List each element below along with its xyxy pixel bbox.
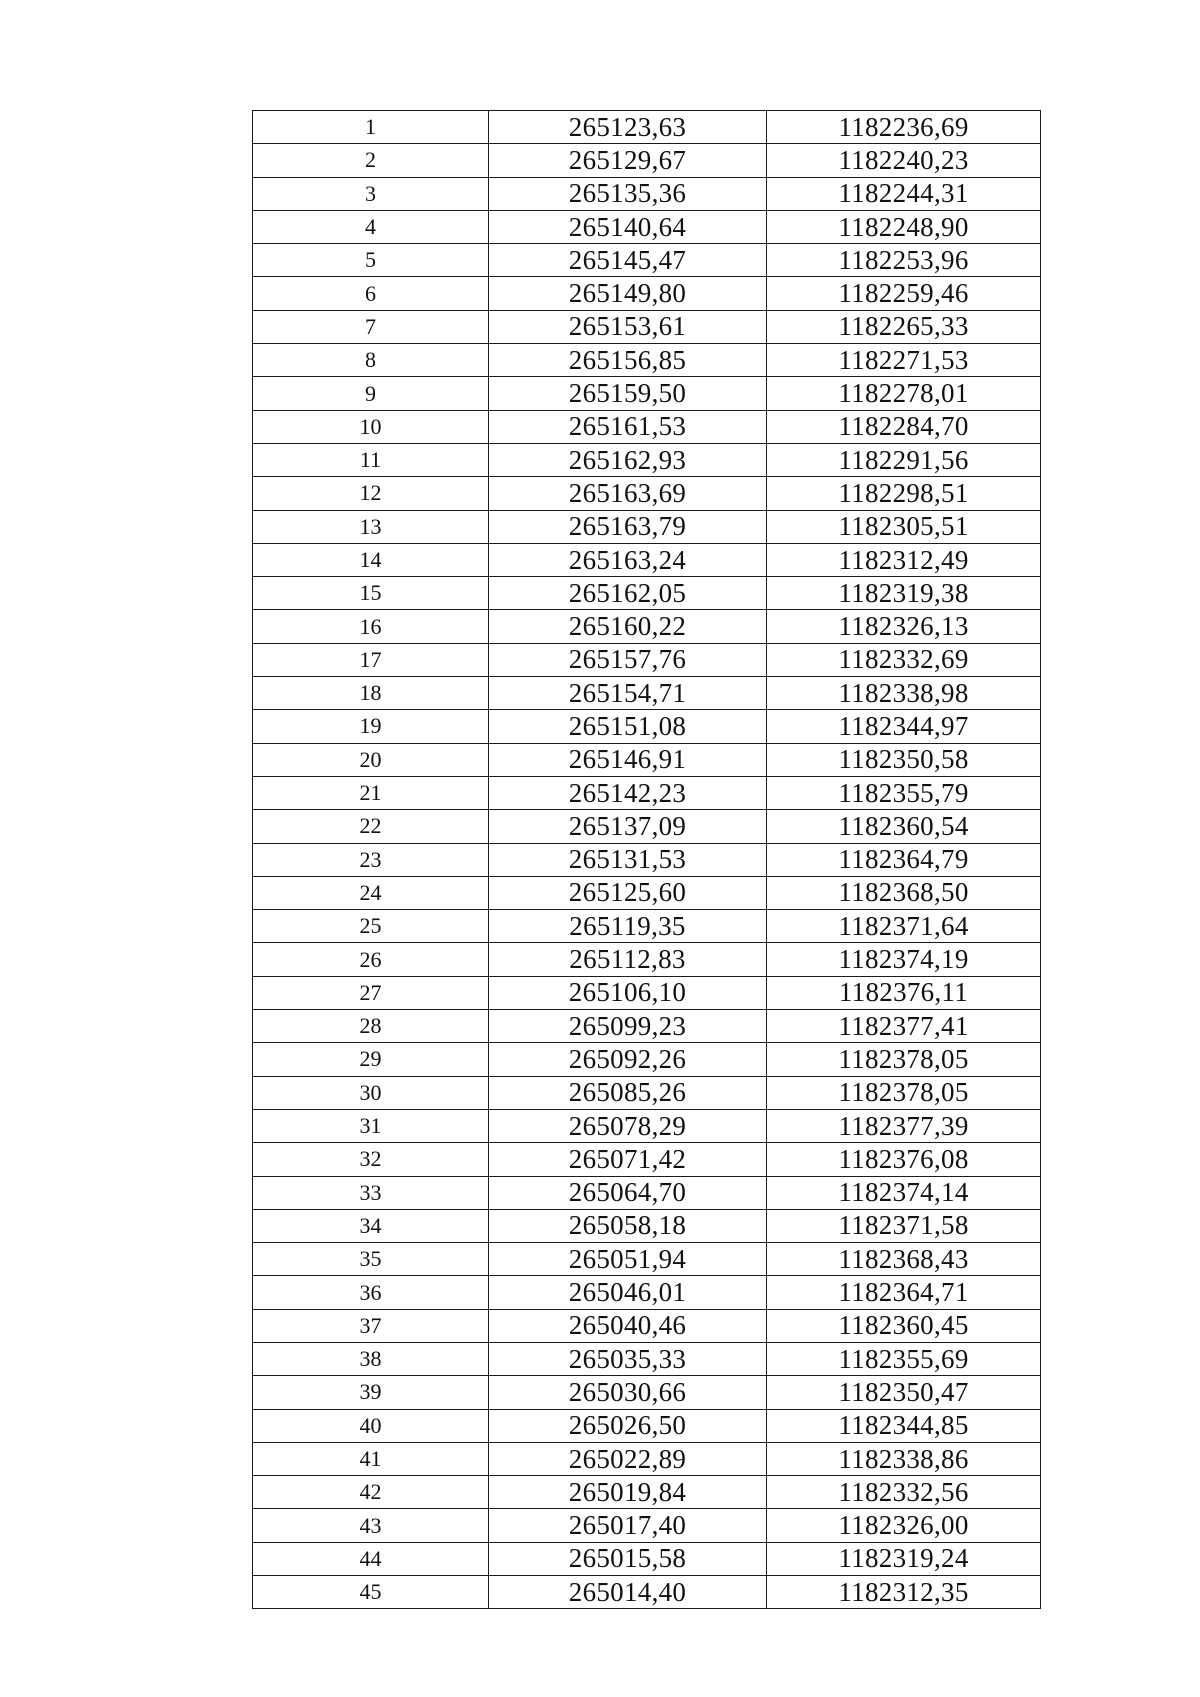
- table-row: [253, 1509, 1041, 1542]
- y-coordinate-cell: 1182344,97: [767, 710, 1041, 743]
- y-coordinate-cell: 1182319,24: [767, 1542, 1041, 1575]
- point-number-cell: 10: [253, 410, 489, 443]
- point-number-cell: 26: [253, 943, 489, 976]
- y-coordinate-cell: 1182374,14: [767, 1176, 1041, 1209]
- x-coordinate-cell: 265017,40: [489, 1509, 767, 1542]
- table-row: [253, 477, 1041, 510]
- point-number-cell: 41: [253, 1442, 489, 1475]
- y-coordinate-cell: 1182360,54: [767, 810, 1041, 843]
- y-coordinate-cell: 1182319,38: [767, 577, 1041, 610]
- table-row: [253, 443, 1041, 476]
- x-coordinate-cell: 265137,09: [489, 810, 767, 843]
- point-number-cell: 35: [253, 1243, 489, 1276]
- point-number-cell: 5: [253, 244, 489, 277]
- y-coordinate-cell: 1182291,56: [767, 443, 1041, 476]
- point-number-cell: 37: [253, 1309, 489, 1342]
- table-row: [253, 910, 1041, 943]
- table-row: [253, 510, 1041, 543]
- y-coordinate-cell: 1182371,64: [767, 910, 1041, 943]
- point-number-cell: 1: [253, 111, 489, 144]
- y-coordinate-cell: 1182265,33: [767, 310, 1041, 343]
- point-number-cell: 4: [253, 210, 489, 243]
- y-coordinate-cell: 1182378,05: [767, 1076, 1041, 1109]
- point-number-cell: 28: [253, 1010, 489, 1043]
- x-coordinate-cell: 265071,42: [489, 1143, 767, 1176]
- y-coordinate-cell: 1182338,98: [767, 677, 1041, 710]
- point-number-cell: 8: [253, 344, 489, 377]
- x-coordinate-cell: 265159,50: [489, 377, 767, 410]
- point-number-cell: 34: [253, 1209, 489, 1242]
- x-coordinate-cell: 265145,47: [489, 244, 767, 277]
- table-row: [253, 810, 1041, 843]
- coordinates-table-body: [253, 111, 1041, 1609]
- point-number-cell: 14: [253, 543, 489, 576]
- point-number-cell: 39: [253, 1376, 489, 1409]
- point-number-cell: 23: [253, 843, 489, 876]
- point-number-cell: 16: [253, 610, 489, 643]
- point-number-cell: 13: [253, 510, 489, 543]
- x-coordinate-cell: 265035,33: [489, 1342, 767, 1375]
- x-coordinate-cell: 265157,76: [489, 643, 767, 676]
- y-coordinate-cell: 1182259,46: [767, 277, 1041, 310]
- y-coordinate-cell: 1182332,69: [767, 643, 1041, 676]
- table-row: [253, 1309, 1041, 1342]
- y-coordinate-cell: 1182364,71: [767, 1276, 1041, 1309]
- x-coordinate-cell: 265099,23: [489, 1010, 767, 1043]
- y-coordinate-cell: 1182344,85: [767, 1409, 1041, 1442]
- x-coordinate-cell: 265156,85: [489, 344, 767, 377]
- x-coordinate-cell: 265040,46: [489, 1309, 767, 1342]
- x-coordinate-cell: 265064,70: [489, 1176, 767, 1209]
- y-coordinate-cell: 1182326,00: [767, 1509, 1041, 1542]
- x-coordinate-cell: 265142,23: [489, 776, 767, 809]
- x-coordinate-cell: 265058,18: [489, 1209, 767, 1242]
- x-coordinate-cell: 265161,53: [489, 410, 767, 443]
- x-coordinate-cell: 265129,67: [489, 144, 767, 177]
- table-row: [253, 144, 1041, 177]
- point-number-cell: 25: [253, 910, 489, 943]
- table-row: [253, 976, 1041, 1009]
- point-number-cell: 22: [253, 810, 489, 843]
- x-coordinate-cell: 265085,26: [489, 1076, 767, 1109]
- table-row: [253, 743, 1041, 776]
- point-number-cell: 2: [253, 144, 489, 177]
- point-number-cell: 20: [253, 743, 489, 776]
- table-row: [253, 677, 1041, 710]
- x-coordinate-cell: 265163,69: [489, 477, 767, 510]
- y-coordinate-cell: 1182376,08: [767, 1143, 1041, 1176]
- y-coordinate-cell: 1182350,47: [767, 1376, 1041, 1409]
- table-row: [253, 843, 1041, 876]
- y-coordinate-cell: 1182236,69: [767, 111, 1041, 144]
- table-row: [253, 1542, 1041, 1575]
- y-coordinate-cell: 1182298,51: [767, 477, 1041, 510]
- x-coordinate-cell: 265125,60: [489, 876, 767, 909]
- point-number-cell: 24: [253, 876, 489, 909]
- x-coordinate-cell: 265131,53: [489, 843, 767, 876]
- table-row: [253, 177, 1041, 210]
- y-coordinate-cell: 1182355,79: [767, 776, 1041, 809]
- table-row: [253, 344, 1041, 377]
- table-row: [253, 1076, 1041, 1109]
- x-coordinate-cell: 265051,94: [489, 1243, 767, 1276]
- table-row: [253, 410, 1041, 443]
- y-coordinate-cell: 1182377,41: [767, 1010, 1041, 1043]
- table-row: [253, 377, 1041, 410]
- table-row: [253, 1109, 1041, 1142]
- x-coordinate-cell: 265154,71: [489, 677, 767, 710]
- y-coordinate-cell: 1182312,35: [767, 1576, 1041, 1609]
- x-coordinate-cell: 265026,50: [489, 1409, 767, 1442]
- table-row: [253, 210, 1041, 243]
- table-row: [253, 1409, 1041, 1442]
- table-row: [253, 1276, 1041, 1309]
- x-coordinate-cell: 265015,58: [489, 1542, 767, 1575]
- y-coordinate-cell: 1182332,56: [767, 1476, 1041, 1509]
- y-coordinate-cell: 1182371,58: [767, 1209, 1041, 1242]
- y-coordinate-cell: 1182350,58: [767, 743, 1041, 776]
- point-number-cell: 31: [253, 1109, 489, 1142]
- x-coordinate-cell: 265092,26: [489, 1043, 767, 1076]
- point-number-cell: 29: [253, 1043, 489, 1076]
- y-coordinate-cell: 1182253,96: [767, 244, 1041, 277]
- table-row: [253, 710, 1041, 743]
- point-number-cell: 6: [253, 277, 489, 310]
- point-number-cell: 33: [253, 1176, 489, 1209]
- y-coordinate-cell: 1182368,43: [767, 1243, 1041, 1276]
- y-coordinate-cell: 1182248,90: [767, 210, 1041, 243]
- table-row: [253, 1476, 1041, 1509]
- y-coordinate-cell: 1182378,05: [767, 1043, 1041, 1076]
- point-number-cell: 45: [253, 1576, 489, 1609]
- y-coordinate-cell: 1182240,23: [767, 144, 1041, 177]
- point-number-cell: 38: [253, 1342, 489, 1375]
- table-row: [253, 277, 1041, 310]
- y-coordinate-cell: 1182284,70: [767, 410, 1041, 443]
- x-coordinate-cell: 265140,64: [489, 210, 767, 243]
- x-coordinate-cell: 265123,63: [489, 111, 767, 144]
- table-row: [253, 543, 1041, 576]
- table-row: [253, 1043, 1041, 1076]
- x-coordinate-cell: 265046,01: [489, 1276, 767, 1309]
- point-number-cell: 42: [253, 1476, 489, 1509]
- y-coordinate-cell: 1182278,01: [767, 377, 1041, 410]
- x-coordinate-cell: 265163,79: [489, 510, 767, 543]
- y-coordinate-cell: 1182377,39: [767, 1109, 1041, 1142]
- y-coordinate-cell: 1182244,31: [767, 177, 1041, 210]
- point-number-cell: 3: [253, 177, 489, 210]
- x-coordinate-cell: 265149,80: [489, 277, 767, 310]
- y-coordinate-cell: 1182374,19: [767, 943, 1041, 976]
- table-row: [253, 643, 1041, 676]
- coordinates-table: [252, 110, 1041, 1609]
- table-row: [253, 310, 1041, 343]
- y-coordinate-cell: 1182368,50: [767, 876, 1041, 909]
- table-row: [253, 1243, 1041, 1276]
- x-coordinate-cell: 265135,36: [489, 177, 767, 210]
- point-number-cell: 11: [253, 443, 489, 476]
- table-row: [253, 244, 1041, 277]
- x-coordinate-cell: 265153,61: [489, 310, 767, 343]
- y-coordinate-cell: 1182326,13: [767, 610, 1041, 643]
- table-row: [253, 1010, 1041, 1043]
- point-number-cell: 21: [253, 776, 489, 809]
- y-coordinate-cell: 1182312,49: [767, 543, 1041, 576]
- y-coordinate-cell: 1182305,51: [767, 510, 1041, 543]
- x-coordinate-cell: 265019,84: [489, 1476, 767, 1509]
- point-number-cell: 44: [253, 1542, 489, 1575]
- x-coordinate-cell: 265162,93: [489, 443, 767, 476]
- x-coordinate-cell: 265106,10: [489, 976, 767, 1009]
- table-row: [253, 1209, 1041, 1242]
- point-number-cell: 43: [253, 1509, 489, 1542]
- point-number-cell: 9: [253, 377, 489, 410]
- point-number-cell: 19: [253, 710, 489, 743]
- x-coordinate-cell: 265112,83: [489, 943, 767, 976]
- y-coordinate-cell: 1182376,11: [767, 976, 1041, 1009]
- point-number-cell: 18: [253, 677, 489, 710]
- x-coordinate-cell: 265160,22: [489, 610, 767, 643]
- table-row: [253, 1143, 1041, 1176]
- point-number-cell: 15: [253, 577, 489, 610]
- table-row: [253, 1442, 1041, 1475]
- point-number-cell: 27: [253, 976, 489, 1009]
- table-row: [253, 1176, 1041, 1209]
- table-row: [253, 943, 1041, 976]
- y-coordinate-cell: 1182271,53: [767, 344, 1041, 377]
- x-coordinate-cell: 265119,35: [489, 910, 767, 943]
- point-number-cell: 32: [253, 1143, 489, 1176]
- point-number-cell: 40: [253, 1409, 489, 1442]
- table-row: [253, 610, 1041, 643]
- table-row: [253, 876, 1041, 909]
- x-coordinate-cell: 265163,24: [489, 543, 767, 576]
- x-coordinate-cell: 265022,89: [489, 1442, 767, 1475]
- x-coordinate-cell: 265146,91: [489, 743, 767, 776]
- point-number-cell: 12: [253, 477, 489, 510]
- x-coordinate-cell: 265014,40: [489, 1576, 767, 1609]
- point-number-cell: 30: [253, 1076, 489, 1109]
- y-coordinate-cell: 1182360,45: [767, 1309, 1041, 1342]
- x-coordinate-cell: 265030,66: [489, 1376, 767, 1409]
- y-coordinate-cell: 1182355,69: [767, 1342, 1041, 1375]
- point-number-cell: 17: [253, 643, 489, 676]
- table-row: [253, 577, 1041, 610]
- table-row: [253, 1576, 1041, 1609]
- table-row: [253, 111, 1041, 144]
- point-number-cell: 36: [253, 1276, 489, 1309]
- table-row: [253, 1342, 1041, 1375]
- x-coordinate-cell: 265162,05: [489, 577, 767, 610]
- point-number-cell: 7: [253, 310, 489, 343]
- x-coordinate-cell: 265151,08: [489, 710, 767, 743]
- y-coordinate-cell: 1182338,86: [767, 1442, 1041, 1475]
- table-row: [253, 776, 1041, 809]
- y-coordinate-cell: 1182364,79: [767, 843, 1041, 876]
- x-coordinate-cell: 265078,29: [489, 1109, 767, 1142]
- table-row: [253, 1376, 1041, 1409]
